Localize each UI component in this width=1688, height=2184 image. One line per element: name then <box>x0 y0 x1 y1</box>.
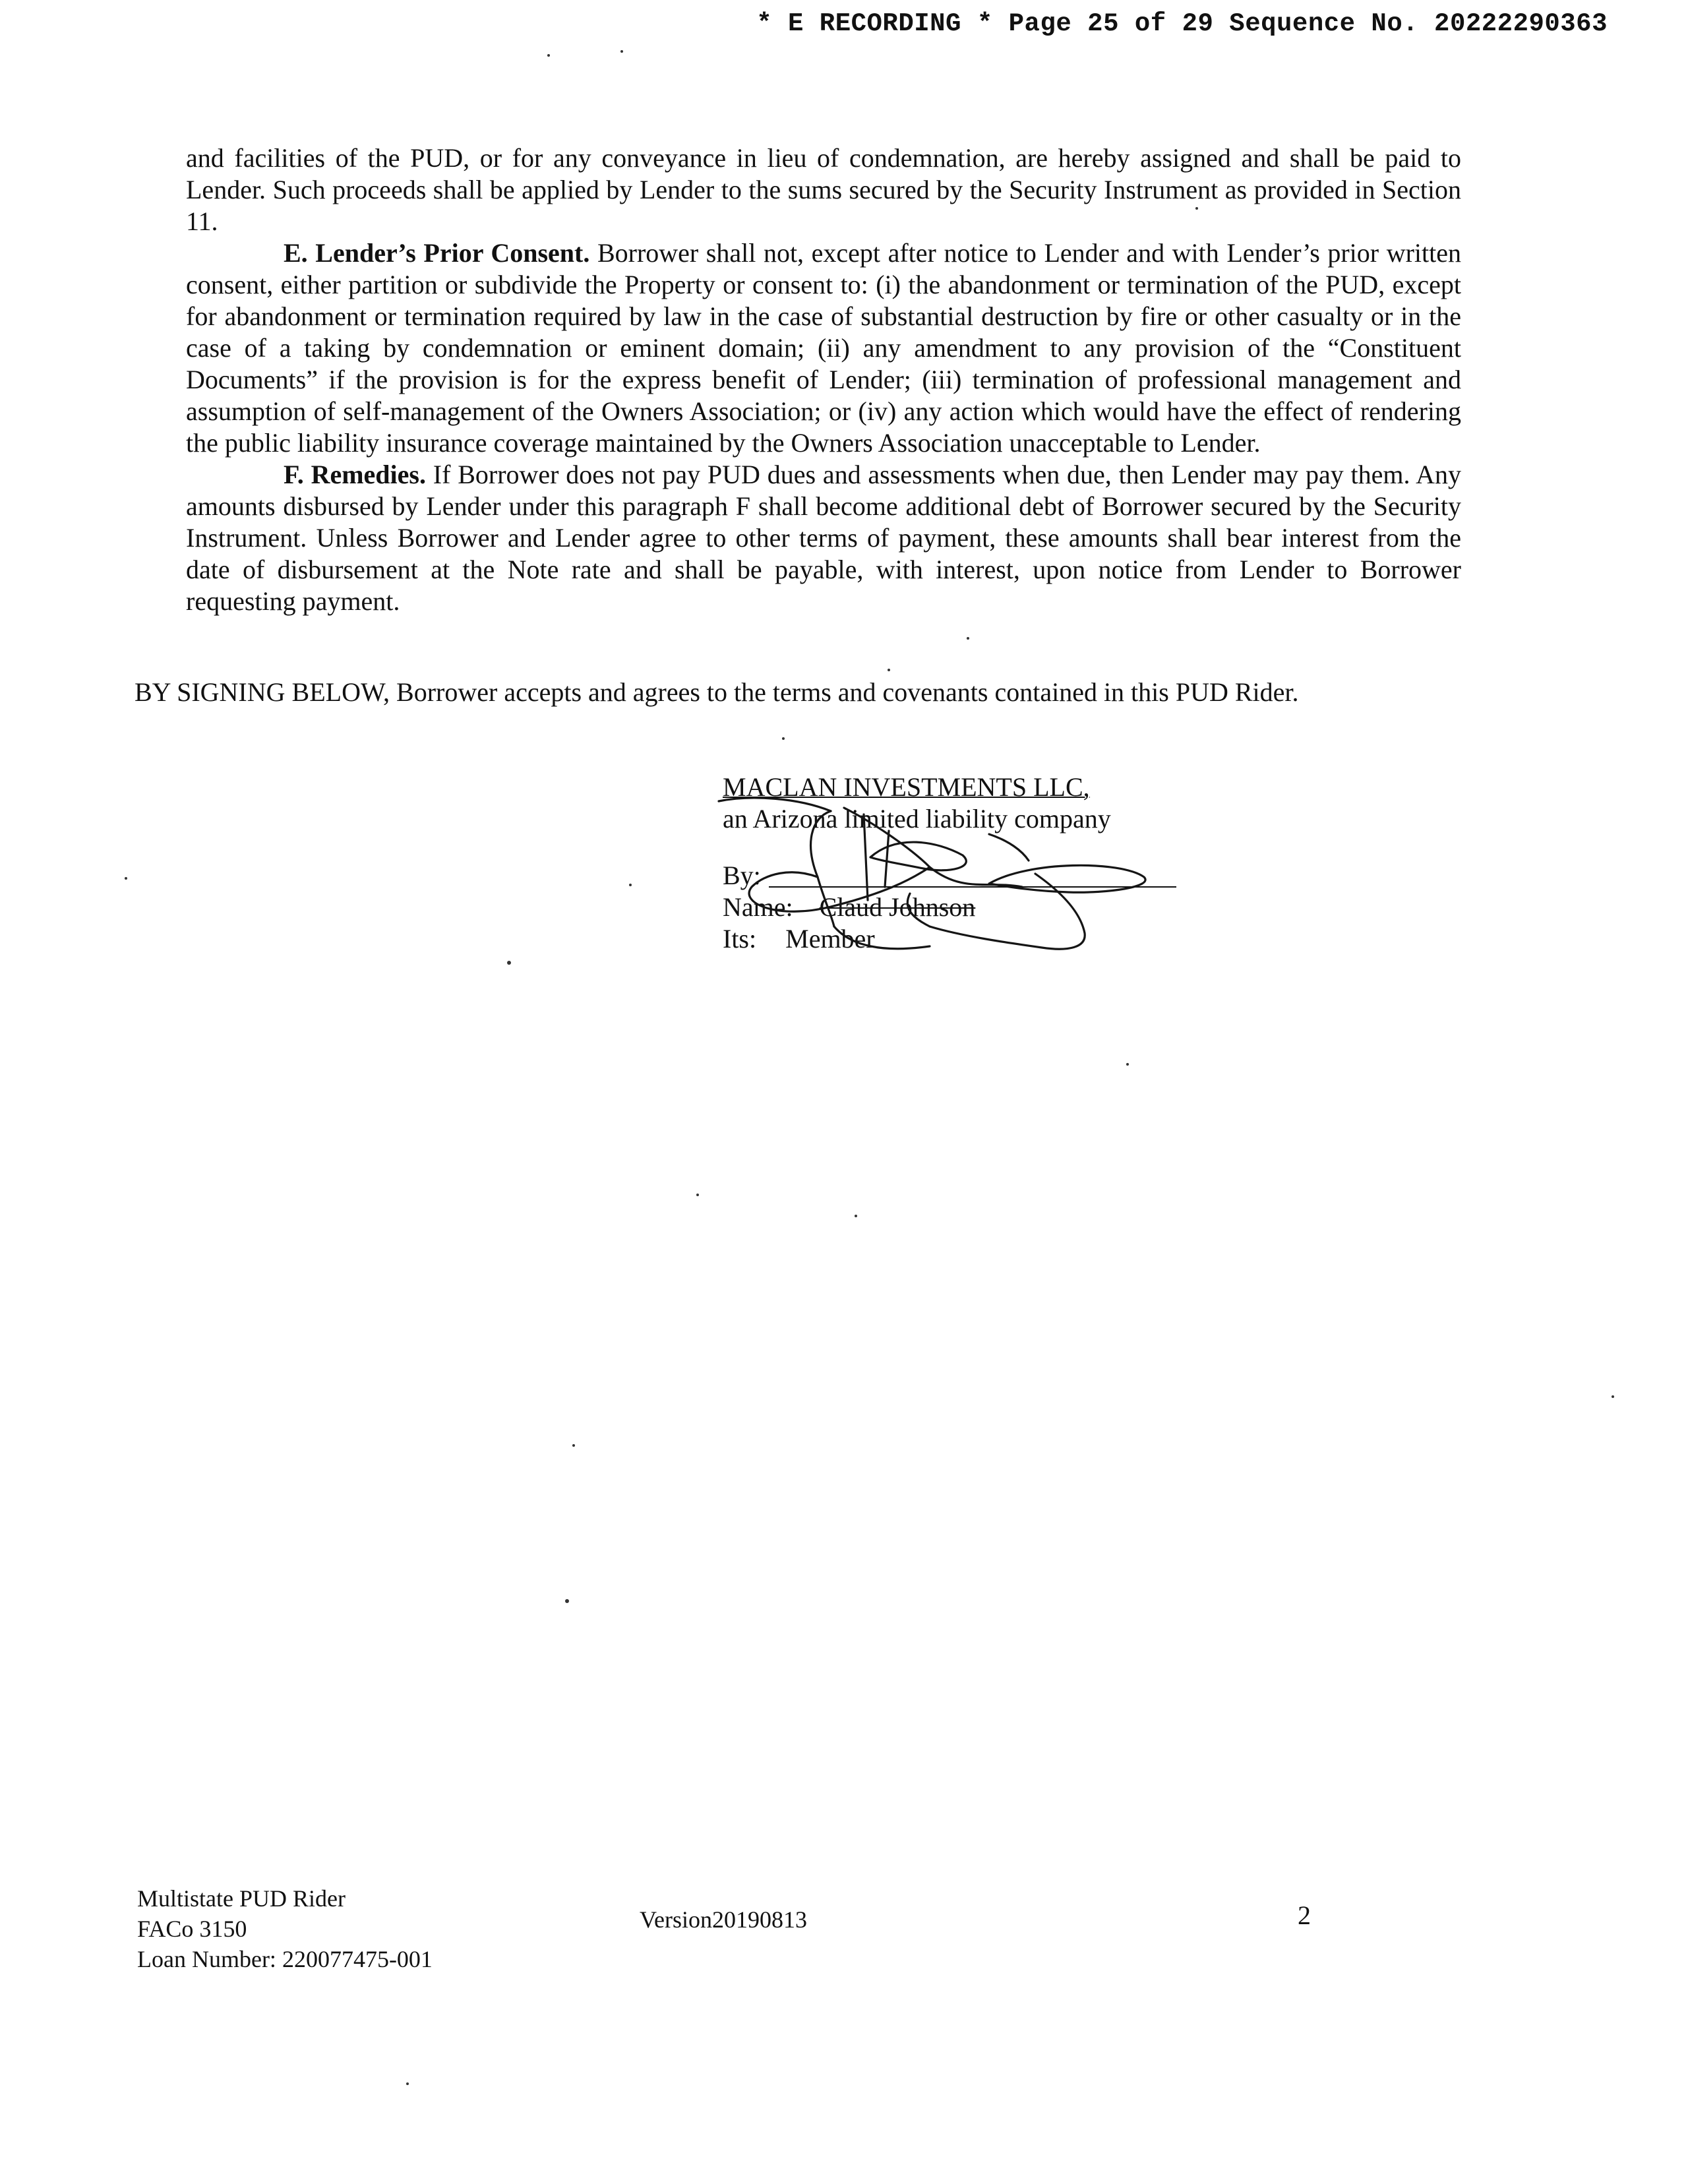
footer-loan-number: Loan Number: 220077475-001 <box>137 1946 433 1972</box>
signatory-title: Member <box>785 924 875 954</box>
footer-form-title: Multistate PUD Rider <box>137 1885 346 1912</box>
name-label: Name: <box>723 892 793 922</box>
document-body <box>186 142 1461 617</box>
section-e-heading: E. Lender’s Prior Consent. <box>284 238 590 268</box>
recording-stamp: * E RECORDING * Page 25 of 29 Sequence No. 20222290363 <box>756 9 1608 38</box>
footer-version: Version20190813 <box>640 1906 807 1933</box>
section-e-paragraph <box>186 237 1461 459</box>
company-name: MACLAN INVESTMENTS LLC, <box>723 772 1090 802</box>
footer-form-code: FACo 3150 <box>137 1916 247 1942</box>
handwritten-signature <box>712 795 1187 959</box>
its-label: Its: <box>723 924 757 954</box>
continuation-paragraph: and facilities of the PUD, or for any conveyance in lieu of condemnation, are hereby assigned and shall be paid to Lender. Such proceeds shall be applied by Lender to the sums secured by the Security Instrument as provided in Section 11. <box>186 143 1461 236</box>
signatory-name: Claud Johnson <box>819 892 976 922</box>
section-e-text: Borrower shall not, except after notice to Lender and with Lender’s prior written consent, either partition or subdivide the Property or consent to: (i) the abandonment or termination of the PUD, except for abandonment or termination required by law in the case of substantial destruction by fire or other casualty or in the case of a taking by condemnation or eminent domain; (ii) any amendment to any provision of the “Constituent Documents” if the provision is for the express benefit of Lender; (iii) termination of professional management and assumption of self-management of the Owners Association; or (iv) any action which would have the effect of rendering the public liability insurance coverage maintained by the Owners Association unacceptable to Lender. <box>186 238 1461 458</box>
footer-form-info <box>137 1883 433 1974</box>
section-f-text: If Borrower does not pay PUD dues and assessments when due, then Lender may pay them. Any amounts disbursed by Lender under this paragraph F shall become additional debt of Borrower secured by the Security Instrument. Unless Borrower and Lender agree to other terms of payment, these amounts shall bear interest from the date of disbursement at the Note rate and shall be payable, with interest, upon notice from Lender to Borrower requesting payment. <box>186 460 1462 616</box>
by-label: By: <box>723 861 761 890</box>
section-f-paragraph <box>186 459 1461 617</box>
company-description: an Arizona limited liability company <box>723 804 1111 834</box>
page-number: 2 <box>1298 1900 1311 1930</box>
section-f-heading: F. Remedies. <box>284 460 426 489</box>
closing-statement: BY SIGNING BELOW, Borrower accepts and agrees to the terms and covenants contained in this PUD Rider. <box>135 677 1299 707</box>
